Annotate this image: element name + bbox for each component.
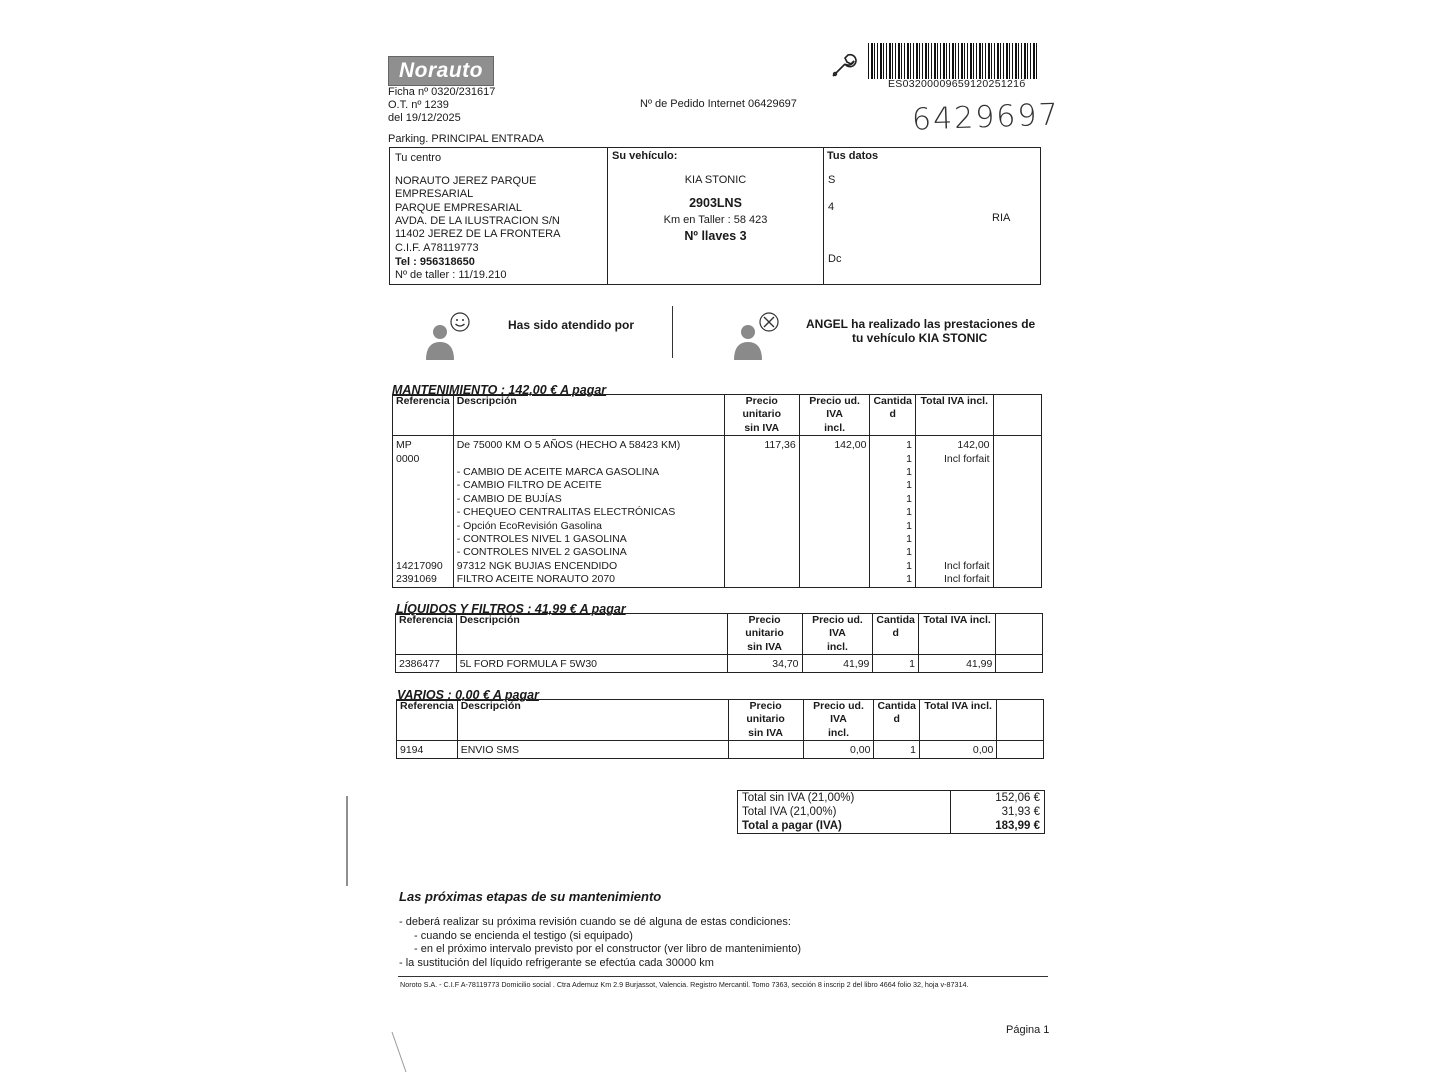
mantenimiento-title: MANTENIMIENTO : 142,00 € A pagar [392,383,607,397]
cell-pu [724,453,799,466]
cell-pi [799,546,870,559]
cell-total: Incl forfait [915,573,993,587]
cell-ref [393,493,454,506]
cell-desc: ENVIO SMS [457,741,728,758]
cell-pu [724,573,799,587]
cell-total [915,506,993,519]
vehicle-keys: Nº llaves 3 [684,229,747,243]
vehicle-model: KIA STONIC [684,174,747,186]
vehiculo-title: Su vehículo: [612,150,678,162]
col-precio-iva: Precio ud. IVA incl. [799,395,870,436]
col-cantidad: Cantida d [874,700,920,741]
cell-pi: 142,00 [799,436,870,453]
total-sin-iva-value: 152,06 € [950,791,1044,806]
cell-pi: 0,00 [803,741,874,758]
mantenimiento-table [392,394,1042,588]
col-precio-iva: Precio ud. IVA incl. [802,614,873,655]
page-number: Página 1 [1006,1024,1050,1036]
col-descripcion: Descripción [457,700,728,741]
scan-artifact [390,1030,410,1075]
cell-cant: 1 [870,506,916,519]
col-total: Total IVA incl. [919,700,996,741]
cell-desc: - CONTROLES NIVEL 2 GASOLINA [453,546,724,559]
section-divider [672,306,673,358]
cell-pi [799,560,870,573]
cell-empty [996,655,1043,672]
liquidos-table [395,613,1043,673]
parking-label: Parking. PRINCIPAL ENTRADA [388,133,544,145]
attended-by-label: Has sido atendido por [508,318,635,332]
cell-pi [799,533,870,546]
line-item-row [393,560,1042,573]
datos-panel [824,148,1040,284]
col-descripcion: Descripción [456,614,727,655]
cell-pu [724,546,799,559]
cell-total: 0,00 [919,741,996,758]
col-empty [997,700,1044,741]
cell-pu [724,533,799,546]
cell-ref: 2386477 [396,655,457,672]
total-sin-iva-label: Total sin IVA (21,00%) [742,792,855,804]
col-total: Total IVA incl. [918,614,995,655]
cell-cant: 1 [873,655,919,672]
cell-empty [993,573,1041,587]
cell-ref: MP [393,436,454,453]
col-referencia: Referencia [397,700,458,741]
cell-empty [997,741,1044,758]
col-descripcion: Descripción [453,395,724,436]
cell-pu [724,493,799,506]
cell-pi: 41,99 [802,655,873,672]
cell-empty [993,533,1041,546]
cell-total [915,493,993,506]
cell-pi [799,493,870,506]
centro-line: NORAUTO JEREZ PARQUE [395,175,537,187]
ficha-number: Ficha nº 0320/231617 [388,86,496,98]
services-line-1: ANGEL ha realizado las prestaciones de [806,317,1036,331]
cell-empty [993,520,1041,533]
line-item-row [393,493,1042,506]
vehicle-km: Km en Taller : 58 423 [663,214,768,226]
total-iva-value: 31,93 € [950,805,1044,819]
cell-total: 142,00 [915,436,993,453]
cell-ref: 9194 [397,741,458,758]
barcode-text: ES0320000965912025121б [888,78,1026,90]
cell-pi [799,479,870,492]
centro-taller: Nº de taller : 11/19.210 [395,269,507,281]
next-steps-title: Las próximas etapas de su mantenimiento [399,889,662,904]
handwritten-number: 6429697 [911,97,1061,138]
cell-total [915,533,993,546]
cell-cant: 1 [870,546,916,559]
cell-total: Incl forfait [915,453,993,466]
cell-ref [393,533,454,546]
cell-pu [724,479,799,492]
col-precio-sin-iva: Precio unitario sin IVA [727,614,802,655]
centro-phone: Tel : 956318650 [395,256,475,268]
cell-total [915,546,993,559]
cell-pu [724,520,799,533]
cell-ref: 0000 [393,453,454,466]
cell-pi [799,466,870,479]
col-empty [996,614,1043,655]
cell-pu: 117,36 [724,436,799,453]
totals-table [737,790,1045,834]
cell-total [915,466,993,479]
col-cantidad: Cantida d [870,395,916,436]
cell-empty [993,466,1041,479]
wrench-icon [828,50,858,80]
col-precio-iva: Precio ud. IVA incl. [803,700,874,741]
next-step-line: - deberá realizar su próxima revisión cuando se dé alguna de estas condiciones: [399,916,791,928]
redaction [1014,148,1040,283]
next-step-line: - la sustitución del líquido refrigerante se efectúa cada 30000 km [399,957,714,969]
varios-table [396,699,1044,759]
total-iva-label: Total IVA (21,00%) [742,806,837,818]
centro-line: 11402 JEREZ DE LA FRONTERA [395,228,561,240]
datos-title: Tus datos [827,150,879,162]
cell-desc: 97312 NGK BUJIAS ENCENDIDO [453,560,724,573]
cell-ref: 14217090 [393,560,454,573]
centro-line: C.I.F. A78119773 [395,242,479,254]
cell-ref [393,506,454,519]
cell-pu [724,560,799,573]
col-cantidad: Cantida d [873,614,919,655]
footer-divider [398,976,1048,977]
line-item-row [393,436,1042,453]
cell-empty [993,493,1041,506]
vehiculo-panel [608,148,824,284]
cell-cant: 1 [870,466,916,479]
cell-ref [393,520,454,533]
col-referencia: Referencia [393,395,454,436]
cell-cant: 1 [870,520,916,533]
cell-pu [724,506,799,519]
cell-pu [728,741,803,758]
cell-ref: 2391069 [393,573,454,587]
cell-empty [993,546,1041,559]
col-precio-sin-iva: Precio unitario sin IVA [724,395,799,436]
centro-line: AVDA. DE LA ILUSTRACION S/N [395,215,560,227]
cell-desc: - CAMBIO DE BUJÍAS [453,493,724,506]
order-number: Nº de Pedido Internet 06429697 [640,98,797,110]
cell-ref [393,546,454,559]
centro-line: EMPRESARIAL [395,188,474,200]
col-empty [993,395,1041,436]
cell-empty [993,436,1041,453]
cell-ref [393,466,454,479]
total-pagar-label: Total a pagar (IVA) [742,820,842,832]
datos-line: 4 [828,201,835,213]
line-item-row [393,573,1042,587]
cell-cant: 1 [870,560,916,573]
cell-desc: - CAMBIO FILTRO DE ACEITE [453,479,724,492]
ot-number: O.T. nº 1239 [388,99,449,111]
line-item-row [393,506,1042,519]
services-line-2: tu vehículo KIA STONIC [852,331,988,345]
cell-cant: 1 [870,573,916,587]
invoice-date: del 19/12/2025 [388,112,461,124]
col-precio-sin-iva: Precio unitario sin IVA [728,700,803,741]
cell-pi [799,520,870,533]
centro-line: PARQUE EMPRESARIAL [395,202,522,214]
cell-desc: - CAMBIO DE ACEITE MARCA GASOLINA [453,466,724,479]
barcode [868,43,1038,79]
centro-title: Tu centro [395,152,442,164]
cell-desc: - CONTROLES NIVEL 1 GASOLINA [453,533,724,546]
cell-total [915,520,993,533]
col-total: Total IVA incl. [915,395,993,436]
cell-ref [393,479,454,492]
cell-cant: 1 [870,479,916,492]
cell-desc: De 75000 KM O 5 AÑOS (HECHO A 58423 KM) [453,436,724,453]
next-step-line: - en el próximo intervalo previsto por el constructor (ver libro de mantenimiento) [414,943,801,955]
line-item-row [393,533,1042,546]
cell-cant: 1 [870,533,916,546]
line-item-row [393,546,1042,559]
cell-pi [799,453,870,466]
line-item-row [393,479,1042,492]
cell-total [915,479,993,492]
mechanic-icon [728,310,784,362]
datos-line: Dc [828,253,842,265]
datos-line: RIA [992,212,1011,224]
cell-desc: FILTRO ACEITE NORAUTO 2070 [453,573,724,587]
cell-desc: - CHEQUEO CENTRALITAS ELECTRÓNICAS [453,506,724,519]
cell-pu [724,466,799,479]
legal-footer: Noroto S.A. - C.I.F A-78119773 Domicilio social . Ctra Ademuz Km 2.9 Burjassot, Valencia. Registro Mercantil. Tomo 7363, sección 8 inscrip 2 del libro 4664 folio 32, hoja v-87314. [400,980,969,989]
next-step-line: - cuando se encienda el testigo (si equipado) [414,930,633,942]
total-pagar-value: 183,99 € [950,819,1044,834]
varios-title: VARIOS : 0,00 € A pagar [397,688,539,702]
line-item-row [393,466,1042,479]
cell-pi [799,573,870,587]
cell-empty [993,479,1041,492]
cell-desc [453,453,724,466]
cell-desc: - Opción EcoRevisión Gasolina [453,520,724,533]
vehicle-plate: 2903LNS [689,196,742,210]
centro-panel [390,148,608,284]
line-item-row [397,741,1044,758]
line-item-row [393,520,1042,533]
datos-line: S [828,174,836,186]
cell-cant: 1 [870,493,916,506]
info-box [389,147,1041,285]
scan-artifact [346,796,348,886]
cell-cant: 1 [870,436,916,453]
advisor-icon [420,310,474,362]
cell-total: Incl forfait [915,560,993,573]
norauto-logo: Norauto [388,56,494,86]
cell-pi [799,506,870,519]
liquidos-title: LÍQUIDOS Y FILTROS : 41,99 € A pagar [396,602,626,616]
line-item-row [393,453,1042,466]
cell-cant: 1 [870,453,916,466]
col-referencia: Referencia [396,614,457,655]
cell-empty [993,506,1041,519]
cell-empty [993,453,1041,466]
cell-empty [993,560,1041,573]
cell-total: 41,99 [918,655,995,672]
cell-cant: 1 [874,741,920,758]
cell-pu: 34,70 [727,655,802,672]
line-item-row [396,655,1043,672]
cell-desc: 5L FORD FORMULA F 5W30 [456,655,727,672]
